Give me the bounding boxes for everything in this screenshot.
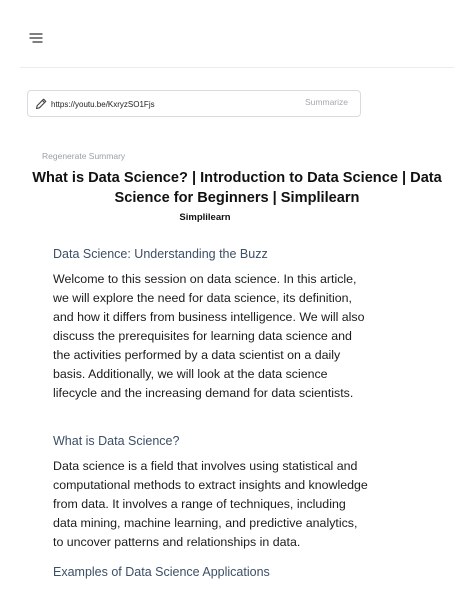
section-body: Data science is a field that involves using statistical and computational methods to extract insights and knowledge from data. It involves a range of techniques, including data mining, machine learning, and predictive analytics, to uncover patterns and relationships in data.	[53, 459, 368, 549]
summarize-button[interactable]: Summarize	[305, 97, 348, 107]
section-heading: What is Data Science?	[53, 434, 180, 448]
url-input[interactable]	[51, 95, 281, 113]
top-bar	[0, 0, 474, 68]
url-bar	[27, 90, 361, 117]
hamburger-menu-icon[interactable]	[28, 30, 46, 46]
header-divider	[20, 67, 454, 68]
video-title: What is Data Science? | Introduction to Data Science | Data Science for Beginners | Simplilearn	[32, 170, 442, 206]
channel-name: Simplilearn	[179, 212, 231, 223]
section-heading: Examples of Data Science Applications	[53, 565, 270, 579]
pencil-icon	[34, 97, 48, 111]
regenerate-summary-button[interactable]: Regenerate Summary	[42, 151, 126, 161]
section-body: Welcome to this session on data science. In this article, we will explore the need for data science, its definition, and how it differs from business intelligence. We will also discuss the prerequisites for learning data science and the activities performed by a data scientist on a daily basis. Additionally, we will look at the data science lifecycle and the increasing demand for data scientists.	[53, 272, 365, 400]
section-heading: Data Science: Understanding the Buzz	[53, 247, 268, 261]
